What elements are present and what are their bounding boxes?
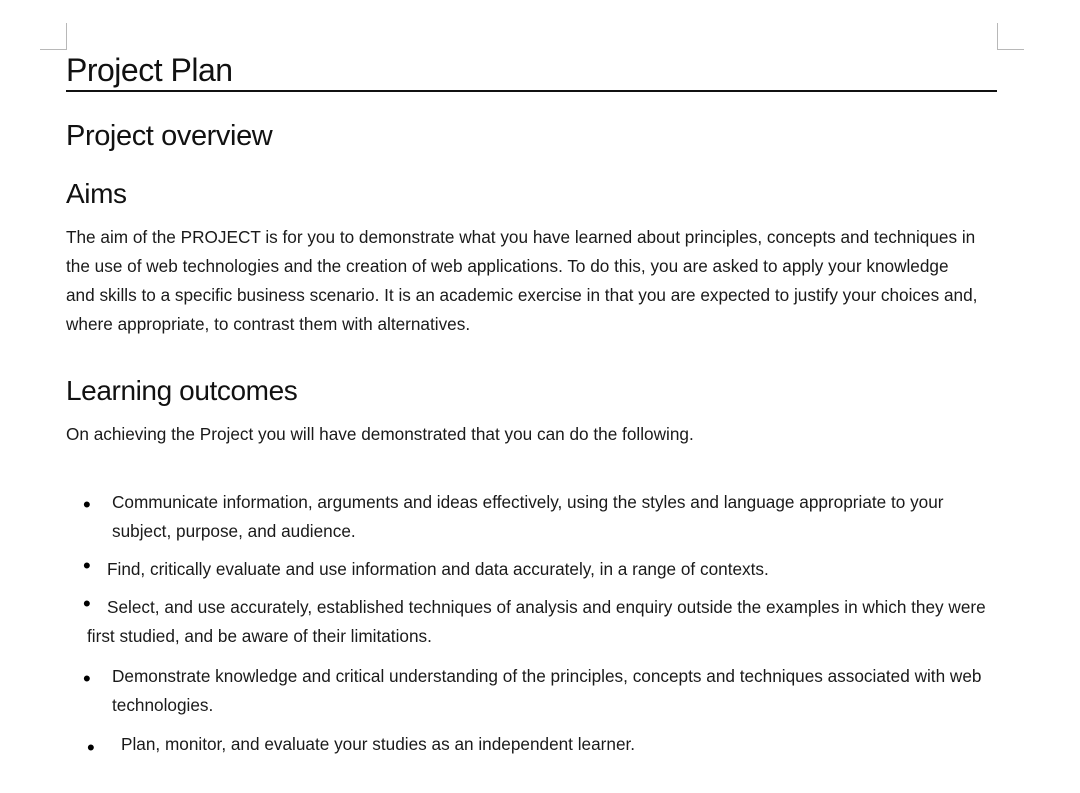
bullet-icon: • bbox=[83, 553, 91, 578]
section-heading-overview: Project overview bbox=[66, 120, 273, 152]
aims-paragraph: The aim of the PROJECT is for you to demonstrate what you have learned about principles, concepts and techniques in the use of web technologies and the creation of web applications. To do this, you are asked to apply your knowledge and skills to a specific business scenario. It is an academic exercise in that you are expected to justify your choices and, where appropriate, to contrast them with alternatives. bbox=[66, 227, 978, 334]
crop-mark-top-right bbox=[997, 23, 1024, 50]
list-item: Find, critically evaluate and use information and data accurately, in a range of contexts. bbox=[107, 559, 769, 579]
section-heading-learning-outcomes: Learning outcomes bbox=[66, 375, 298, 406]
bullet-icon: • bbox=[83, 666, 91, 691]
list-item: Communicate information, arguments and ideas effectively, using the styles and language appropriate to your subject, purpose, and audience. bbox=[112, 492, 944, 541]
list-item: Demonstrate knowledge and critical understanding of the principles, concepts and techniques associated with web technologies. bbox=[112, 666, 982, 715]
list-item: Select, and use accurately, established techniques of analysis and enquiry outside the examples in which they were first studied, and be aware of their limitations. bbox=[87, 597, 986, 646]
bullet-icon: • bbox=[83, 492, 91, 517]
outcomes-intro-text: On achieving the Project you will have demonstrated that you can do the following. bbox=[66, 424, 694, 444]
section-heading-aims: Aims bbox=[66, 178, 127, 209]
crop-mark-top-left bbox=[40, 23, 67, 50]
list-item: Plan, monitor, and evaluate your studies as an independent learner. bbox=[121, 734, 636, 754]
bullet-icon: • bbox=[87, 735, 95, 760]
bullet-icon: • bbox=[83, 591, 91, 616]
page-title: Project Plan bbox=[66, 50, 997, 92]
